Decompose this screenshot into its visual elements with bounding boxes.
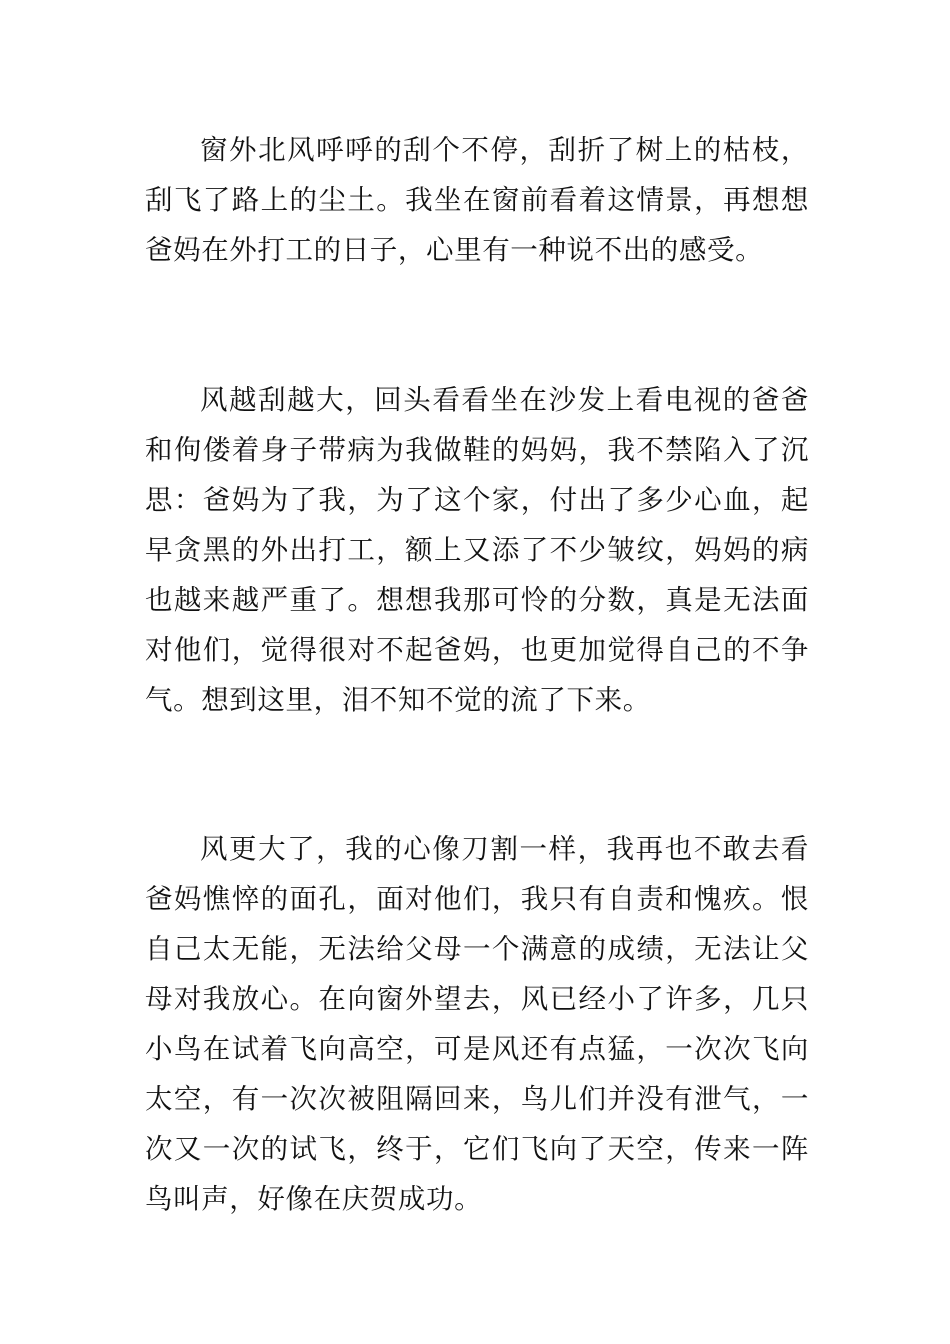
paragraph-1: 窗外北风呼呼的刮个不停，刮折了树上的枯枝，刮飞了路上的尘土。我坐在窗前看着这情景，再想想爸妈在外打工的日子，心里有一种说不出的感受。 xyxy=(145,134,809,266)
paragraph-3: 风更大了，我的心像刀割一样，我再也不敢去看爸妈憔悴的面孔，面对他们，我只有自责和愧疚。恨自己太无能，无法给父母一个满意的成绩，无法让父母对我放心。在向窗外望去，风已经小了许多，几只小鸟在试着飞向高空，可是风还有点猛，一次次飞向太空，有一次次被阻隔回来，鸟儿们并没有泄气，一次又一次的试飞，终于，它们飞向了天空，传来一阵鸟叫声，好像在庆贺成功。 xyxy=(145,833,809,1215)
paragraph-2: 风越刮越大，回头看看坐在沙发上看电视的爸爸和佝偻着身子带病为我做鞋的妈妈，我不禁陷入了沉思：爸妈为了我，为了这个家，付出了多少心血，起早贪黑的外出打工，额上又添了不少皱纹，妈妈的病也越来越严重了。想想我那可怜的分数，真是无法面对他们，觉得很对不起爸妈，也更加觉得自己的不争气。想到这里，泪不知不觉的流了下来。 xyxy=(145,384,809,716)
